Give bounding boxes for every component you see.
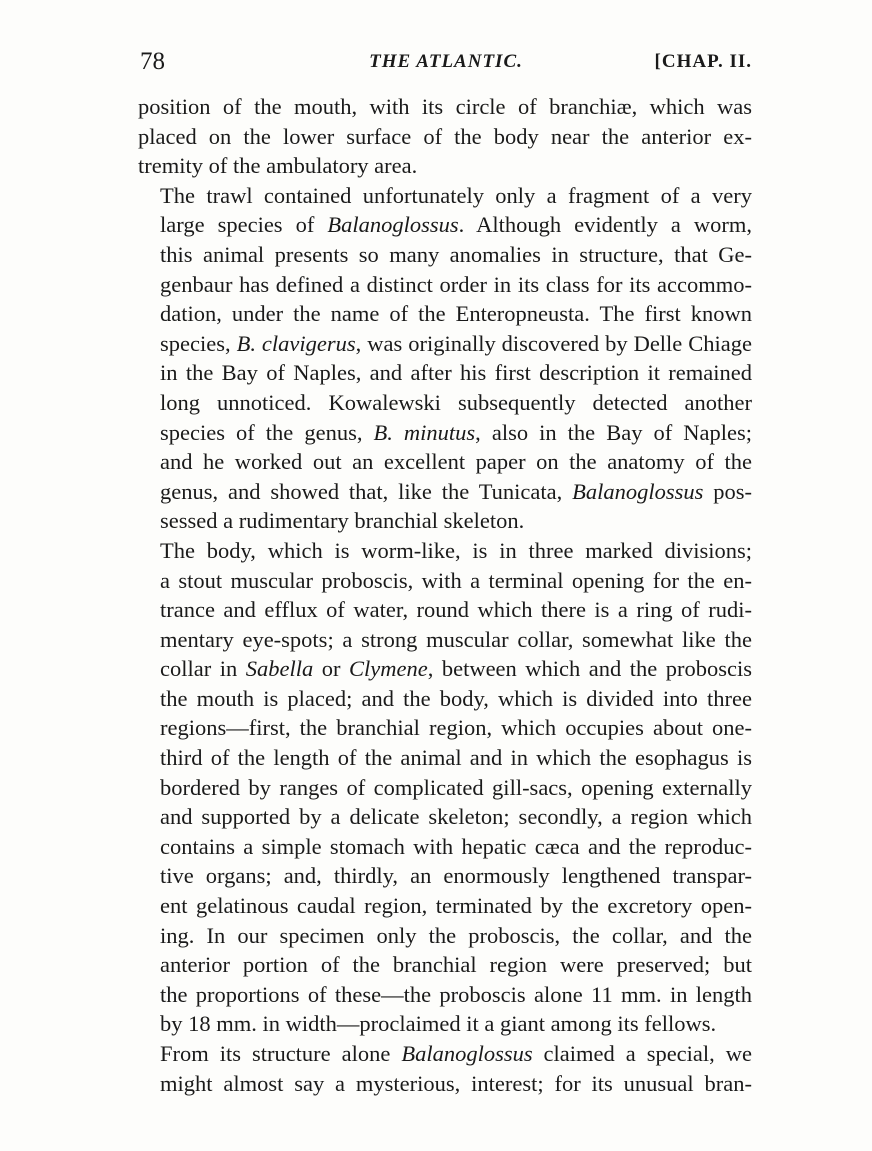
- text-line: third of the length of the animal and in which the esophagus is: [160, 745, 752, 771]
- text-line: long unnoticed. Kowalewski subsequently detected another: [160, 389, 752, 415]
- chapter-label: [CHAP. II.: [654, 51, 752, 72]
- text-line: in the Bay of Naples, and after his first description it remained: [160, 360, 752, 386]
- text-line: might almost say a mysterious, interest; for its unusual bran-: [160, 1070, 752, 1096]
- text-line: The body, which is worm-like, is in three marked divisions;: [160, 537, 752, 563]
- page-number: 78: [140, 48, 165, 75]
- text-line: sessed a rudimentary branchial skeleton.: [160, 508, 525, 534]
- paragraph: [138, 92, 752, 181]
- text-line: by 18 mm. in width—proclaimed it a giant among its fellows.: [160, 1011, 717, 1037]
- paragraph: [138, 181, 752, 536]
- text-line: The trawl contained unfortunately only a fragment of a very: [160, 182, 752, 208]
- text-line: tive organs; and, thirdly, an enormously lengthened transpar-: [160, 863, 752, 889]
- text-line: From its structure alone Balanoglossus claimed a special, we: [160, 1041, 752, 1066]
- text-line: position of the mouth, with its circle of branchiæ, which was: [138, 94, 752, 119]
- text-line: bordered by ranges of complicated gill-sacs, opening externally: [160, 774, 752, 800]
- body-text: [138, 92, 752, 1098]
- text-line: dation, under the name of the Enteropneusta. The first known: [160, 301, 752, 327]
- text-line: anterior portion of the branchial region were preserved; but: [160, 952, 752, 978]
- text-line: tremity of the ambulatory area.: [138, 153, 418, 179]
- text-line: genbaur has defined a distinct order in its class for its accommo-: [160, 271, 752, 297]
- text-line: the mouth is placed; and the body, which is divided into three: [160, 685, 752, 711]
- text-line: placed on the lower surface of the body near the anterior ex-: [138, 123, 752, 149]
- text-line: ent gelatinous caudal region, terminated by the excretory open-: [160, 893, 752, 919]
- text-line: a stout muscular proboscis, with a terminal opening for the en-: [160, 567, 752, 593]
- text-line: collar in Sabella or Clymene, between which and the proboscis: [160, 656, 752, 682]
- text-line: this animal presents so many anomalies in structure, that Ge-: [160, 241, 752, 267]
- text-line: and supported by a delicate skeleton; secondly, a region which: [160, 804, 752, 830]
- page-header: [140, 48, 752, 80]
- text-line: contains a simple stomach with hepatic cæca and the reproduc-: [160, 833, 752, 859]
- text-line: ing. In our specimen only the proboscis, the collar, and the: [160, 922, 752, 948]
- text-line: species, B. clavigerus, was originally discovered by Delle Chiage: [160, 330, 752, 356]
- text-line: regions—first, the branchial region, which occupies about one-: [160, 715, 752, 741]
- text-line: and he worked out an excellent paper on the anatomy of the: [160, 449, 752, 475]
- text-line: trance and efflux of water, round which there is a ring of rudi-: [160, 597, 752, 623]
- text-line: the proportions of these—the proboscis alone 11 mm. in length: [160, 981, 752, 1007]
- text-line: species of the genus, B. minutus, also in the Bay of Naples;: [160, 419, 752, 445]
- text-line: genus, and showed that, like the Tunicata, Balanoglossus pos-: [160, 478, 753, 504]
- paragraph: [138, 536, 752, 1039]
- text-line: mentary eye-spots; a strong muscular collar, somewhat like the: [160, 626, 752, 652]
- running-title: THE ATLANTIC.: [369, 51, 523, 72]
- text-line: large species of Balanoglossus. Although evidently a worm,: [160, 212, 753, 238]
- paragraph: [138, 1039, 752, 1098]
